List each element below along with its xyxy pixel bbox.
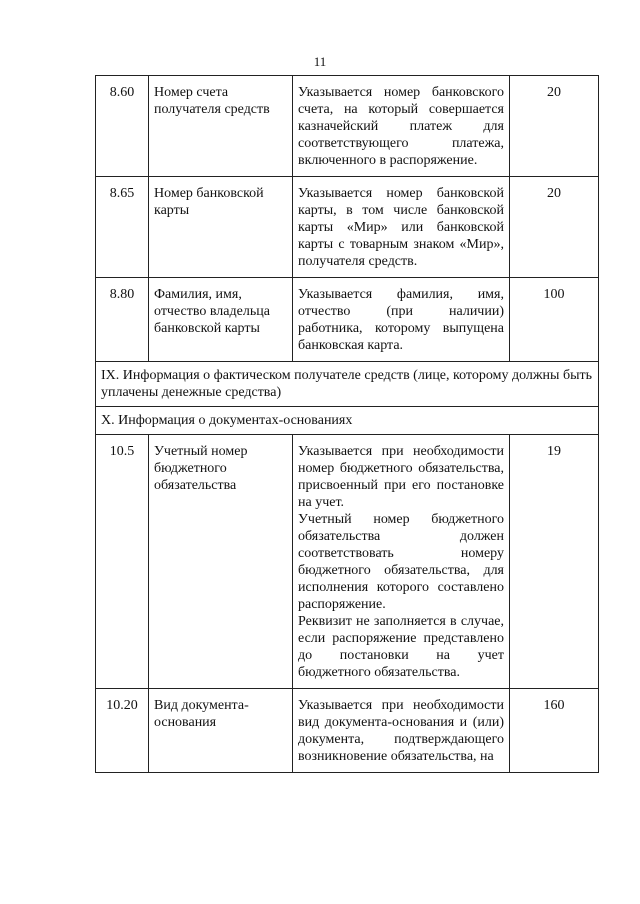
field-name: Учетный номер бюджетного обязательства — [149, 435, 293, 689]
field-description — [293, 76, 510, 177]
description-paragraph: Указывается фамилия, имя, отчество (при наличии) работника, которому выпущена банковская карта. — [298, 287, 504, 353]
field-row — [96, 76, 599, 177]
field-number: 8.80 — [96, 278, 149, 362]
field-length: 160 — [510, 689, 599, 773]
field-description — [293, 689, 510, 773]
field-length: 20 — [510, 76, 599, 177]
field-row — [96, 689, 599, 773]
section-title: X. Информация о документах-основаниях — [96, 407, 599, 435]
description-paragraph: Указывается при необходимости номер бюджетного обязательства, присвоенный при его постановке на учет. — [298, 444, 504, 510]
section-title: IX. Информация о фактическом получателе средств (лице, которому должны быть уплачены денежные средства) — [96, 362, 599, 407]
field-number: 8.60 — [96, 76, 149, 177]
description-paragraph: Реквизит не заполняется в случае, если распоряжение представлено до постановки на учет бюджетного обязательства. — [298, 614, 504, 680]
field-description — [293, 435, 510, 689]
page-number: 11 — [313, 54, 327, 69]
description-paragraph: Указывается номер банковской карты, в том числе банковской карты «Мир» или банковской карты с товарным знаком «Мир», получателя средств. — [298, 186, 504, 269]
table-body — [96, 76, 599, 773]
section-header-row — [96, 362, 599, 407]
description-paragraph: Учетный номер бюджетного обязательства должен соответствовать номеру бюджетного обязательства, для исполнения которого составлено распоряжение. — [298, 512, 504, 612]
description-paragraph: Указывается номер банковского счета, на который совершается казначейский платеж для соответствующего платежа, включенного в распоряжение. — [298, 85, 504, 168]
requisites-table — [95, 75, 599, 773]
field-number: 10.5 — [96, 435, 149, 689]
field-description — [293, 177, 510, 278]
field-number: 8.65 — [96, 177, 149, 278]
field-name: Фамилия, имя, отчество владельца банковской карты — [149, 278, 293, 362]
field-row — [96, 435, 599, 689]
field-name: Номер счета получателя средств — [149, 76, 293, 177]
field-length: 19 — [510, 435, 599, 689]
field-row — [96, 278, 599, 362]
field-description — [293, 278, 510, 362]
section-header-row — [96, 407, 599, 435]
description-paragraph: Указывается при необходимости вид документа-основания и (или) документа, подтверждающего возникновение обязательства, на — [298, 698, 504, 764]
field-length: 20 — [510, 177, 599, 278]
field-name: Вид документа-основания — [149, 689, 293, 773]
field-name: Номер банковской карты — [149, 177, 293, 278]
field-row — [96, 177, 599, 278]
field-number: 10.20 — [96, 689, 149, 773]
field-length: 100 — [510, 278, 599, 362]
